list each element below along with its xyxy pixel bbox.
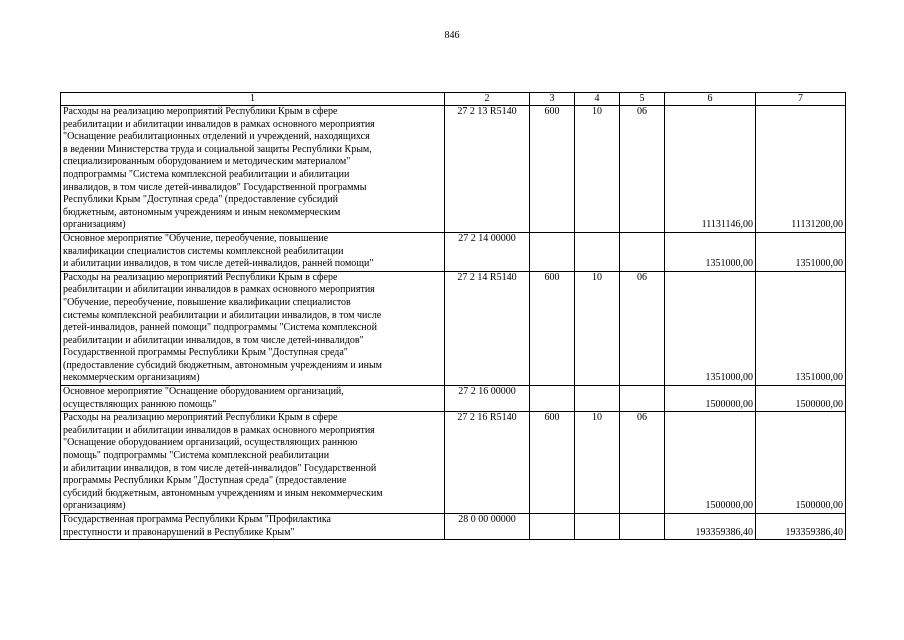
row-code: 27 2 13 R5140 [445, 106, 530, 233]
row-column-4 [575, 514, 620, 540]
description-line: подпрограммы "Система комплексной реабилитации и абилитации [63, 168, 350, 180]
description-line: реабилитации и абилитации инвалидов в рамках основного мероприятия [63, 118, 375, 130]
table-row [61, 514, 846, 540]
column-header: 7 [756, 93, 846, 106]
row-code: 27 2 14 00000 [445, 232, 530, 271]
table-header-row [61, 93, 846, 106]
row-amount-2: 11131200,00 [756, 106, 846, 233]
description-line: помощь" подпрограммы "Система комплексной реабилитации [63, 450, 330, 462]
table-row [61, 271, 846, 385]
description-line: квалификации специалистов системы комплексной реабилитации [63, 245, 344, 257]
description-line: организациям) [63, 500, 126, 512]
row-description [61, 386, 445, 412]
row-column-5 [620, 232, 665, 271]
description-line: (предоставление субсидий бюджетным, автономным учреждениям и иным [63, 359, 382, 371]
description-line: Расходы на реализацию мероприятий Республики Крым в сфере [63, 412, 338, 424]
row-column-3: 600 [530, 412, 575, 514]
row-column-5: 06 [620, 412, 665, 514]
row-column-4: 10 [575, 412, 620, 514]
description-line: Расходы на реализацию мероприятий Республики Крым в сфере [63, 271, 338, 283]
description-line: в ведении Министерства труда и социальной защиты Республики Крым, [63, 143, 372, 155]
description-line: "Оснащение реабилитационных отделений и учреждений, находящихся [63, 131, 370, 143]
description-line: Республики Крым "Доступная среда" (предоставление субсидий [63, 194, 339, 206]
description-line: преступности и правонарушений в Республике Крым" [63, 526, 295, 538]
row-code: 27 2 16 R5140 [445, 412, 530, 514]
row-description [61, 271, 445, 385]
column-header: 1 [61, 93, 445, 106]
description-line: организациям) [63, 219, 126, 231]
row-description [61, 514, 445, 540]
description-line: инвалидов, в том числе детей-инвалидов" Государственной программы [63, 181, 367, 193]
description-line: Основное мероприятие "Обучение, переобучение, повышение [63, 232, 329, 244]
row-column-3 [530, 232, 575, 271]
row-column-4: 10 [575, 271, 620, 385]
row-amount-1: 11131146,00 [665, 106, 756, 233]
description-line: системы комплексной реабилитации и абилитации инвалидов, в том числе [63, 309, 382, 321]
row-code: 28 0 00 00000 [445, 514, 530, 540]
row-column-4 [575, 232, 620, 271]
row-description [61, 412, 445, 514]
description-line: Расходы на реализацию мероприятий Республики Крым в сфере [63, 106, 338, 117]
description-line: и абилитации инвалидов, в том числе детей-инвалидов" Государственной [63, 462, 377, 474]
description-line: субсидий бюджетным, автономным учреждениям и иным некоммерческим [63, 487, 383, 499]
row-amount-2: 1351000,00 [756, 271, 846, 385]
description-line: Государственной программы Республики Крым "Доступная среда" [63, 347, 348, 359]
description-line: "Обучение, переобучение, повышение квалификации специалистов [63, 296, 351, 308]
row-column-5: 06 [620, 106, 665, 233]
row-column-4 [575, 386, 620, 412]
row-column-5 [620, 386, 665, 412]
row-column-3: 600 [530, 106, 575, 233]
row-column-3: 600 [530, 271, 575, 385]
row-amount-1: 193359386,40 [665, 514, 756, 540]
row-amount-2: 1500000,00 [756, 386, 846, 412]
description-line: реабилитации и абилитации инвалидов, в том числе детей-инвалидов" [63, 334, 364, 346]
page-number: 846 [444, 30, 460, 41]
column-header: 6 [665, 93, 756, 106]
row-amount-1: 1351000,00 [665, 271, 756, 385]
description-line: некоммерческим организациям) [63, 372, 200, 384]
description-line: реабилитации и абилитации инвалидов в рамках основного мероприятия [63, 424, 375, 436]
row-amount-2: 1500000,00 [756, 412, 846, 514]
description-line: и абилитации инвалидов, в том числе детей-инвалидов, ранней помощи" [63, 258, 374, 270]
table-row [61, 412, 846, 514]
row-description [61, 232, 445, 271]
row-amount-1: 1351000,00 [665, 232, 756, 271]
row-amount-1: 1500000,00 [665, 386, 756, 412]
row-column-3 [530, 514, 575, 540]
description-line: специализированным оборудованием и методическим материалом" [63, 156, 351, 168]
column-header: 2 [445, 93, 530, 106]
row-description [61, 106, 445, 233]
table-row [61, 386, 846, 412]
row-column-5: 06 [620, 271, 665, 385]
description-line: детей-инвалидов, ранней помощи" подпрограммы "Система комплексной [63, 322, 378, 334]
column-header: 4 [575, 93, 620, 106]
description-line: осуществляющих раннюю помощь" [63, 398, 217, 410]
row-amount-2: 193359386,40 [756, 514, 846, 540]
table-row [61, 106, 846, 233]
row-code: 27 2 16 00000 [445, 386, 530, 412]
budget-table [60, 92, 846, 540]
description-line: бюджетным, автономным учреждениям и иным некоммерческим [63, 206, 341, 218]
description-line: Основное мероприятие "Оснащение оборудованием организаций, [63, 386, 344, 398]
row-column-3 [530, 386, 575, 412]
description-line: Государственная программа Республики Крым "Профилактика [63, 514, 331, 525]
row-column-4: 10 [575, 106, 620, 233]
description-line: реабилитации и абилитации инвалидов в рамках основного мероприятия [63, 284, 375, 296]
row-code: 27 2 14 R5140 [445, 271, 530, 385]
row-amount-2: 1351000,00 [756, 232, 846, 271]
row-column-5 [620, 514, 665, 540]
row-amount-1: 1500000,00 [665, 412, 756, 514]
description-line: "Оснащение оборудованием организаций, осуществляющих раннюю [63, 437, 358, 449]
column-header: 3 [530, 93, 575, 106]
column-header: 5 [620, 93, 665, 106]
table-row [61, 232, 846, 271]
description-line: программы Республики Крым "Доступная среда" (предоставление [63, 475, 347, 487]
